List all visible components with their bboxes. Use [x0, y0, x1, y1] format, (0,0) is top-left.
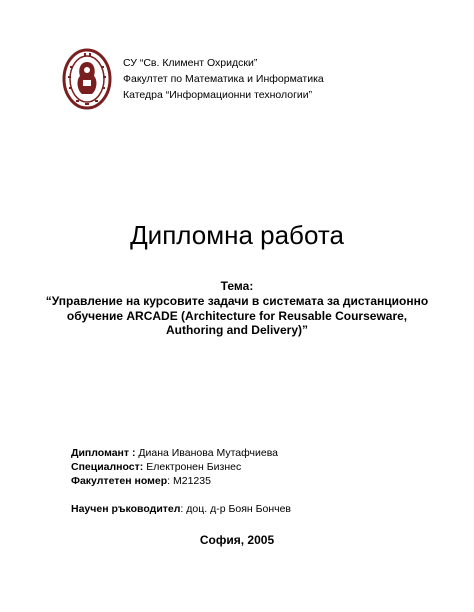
place-and-year: София, 2005 — [199, 533, 275, 547]
department-name: Катедра “Информационни технологии” — [123, 89, 313, 101]
topic-text: “Управление на курсовите задачи в системата за дистанционно обучение ARCADE (Architecture for Reusable Courseware, Authoring and Delivery)” — [45, 294, 429, 338]
topic-label: Тема: — [220, 279, 254, 293]
university-name: СУ “Св. Климент Охридски” — [123, 57, 258, 69]
graduate-row: Дипломант : Диана Иванова Мутафчиева — [71, 447, 278, 459]
graduate-label: Дипломант — [71, 447, 130, 459]
supervisor-value: доц. д-р Боян Бончев — [186, 503, 292, 515]
supervisor-row: Научен ръководител: доц. д-р Боян Бончев — [71, 503, 292, 515]
faculty-number-label: Факултетен номер — [71, 475, 168, 487]
specialty-row: Специалност: Електронен Бизнес — [71, 461, 242, 473]
university-seal-logo — [62, 48, 112, 110]
specialty-value: Електронен Бизнес — [146, 461, 242, 473]
faculty-number-value: М21235 — [173, 475, 211, 487]
supervisor-label: Научен ръководител — [71, 503, 181, 515]
specialty-label: Специалност — [71, 461, 140, 473]
document-title: Дипломна работа — [130, 220, 344, 250]
faculty-number-row: Факултетен номер: М21235 — [71, 475, 211, 487]
graduate-value: Диана Иванова Мутафчиева — [138, 447, 278, 459]
faculty-name: Факултет по Математика и Информатика — [123, 73, 324, 85]
